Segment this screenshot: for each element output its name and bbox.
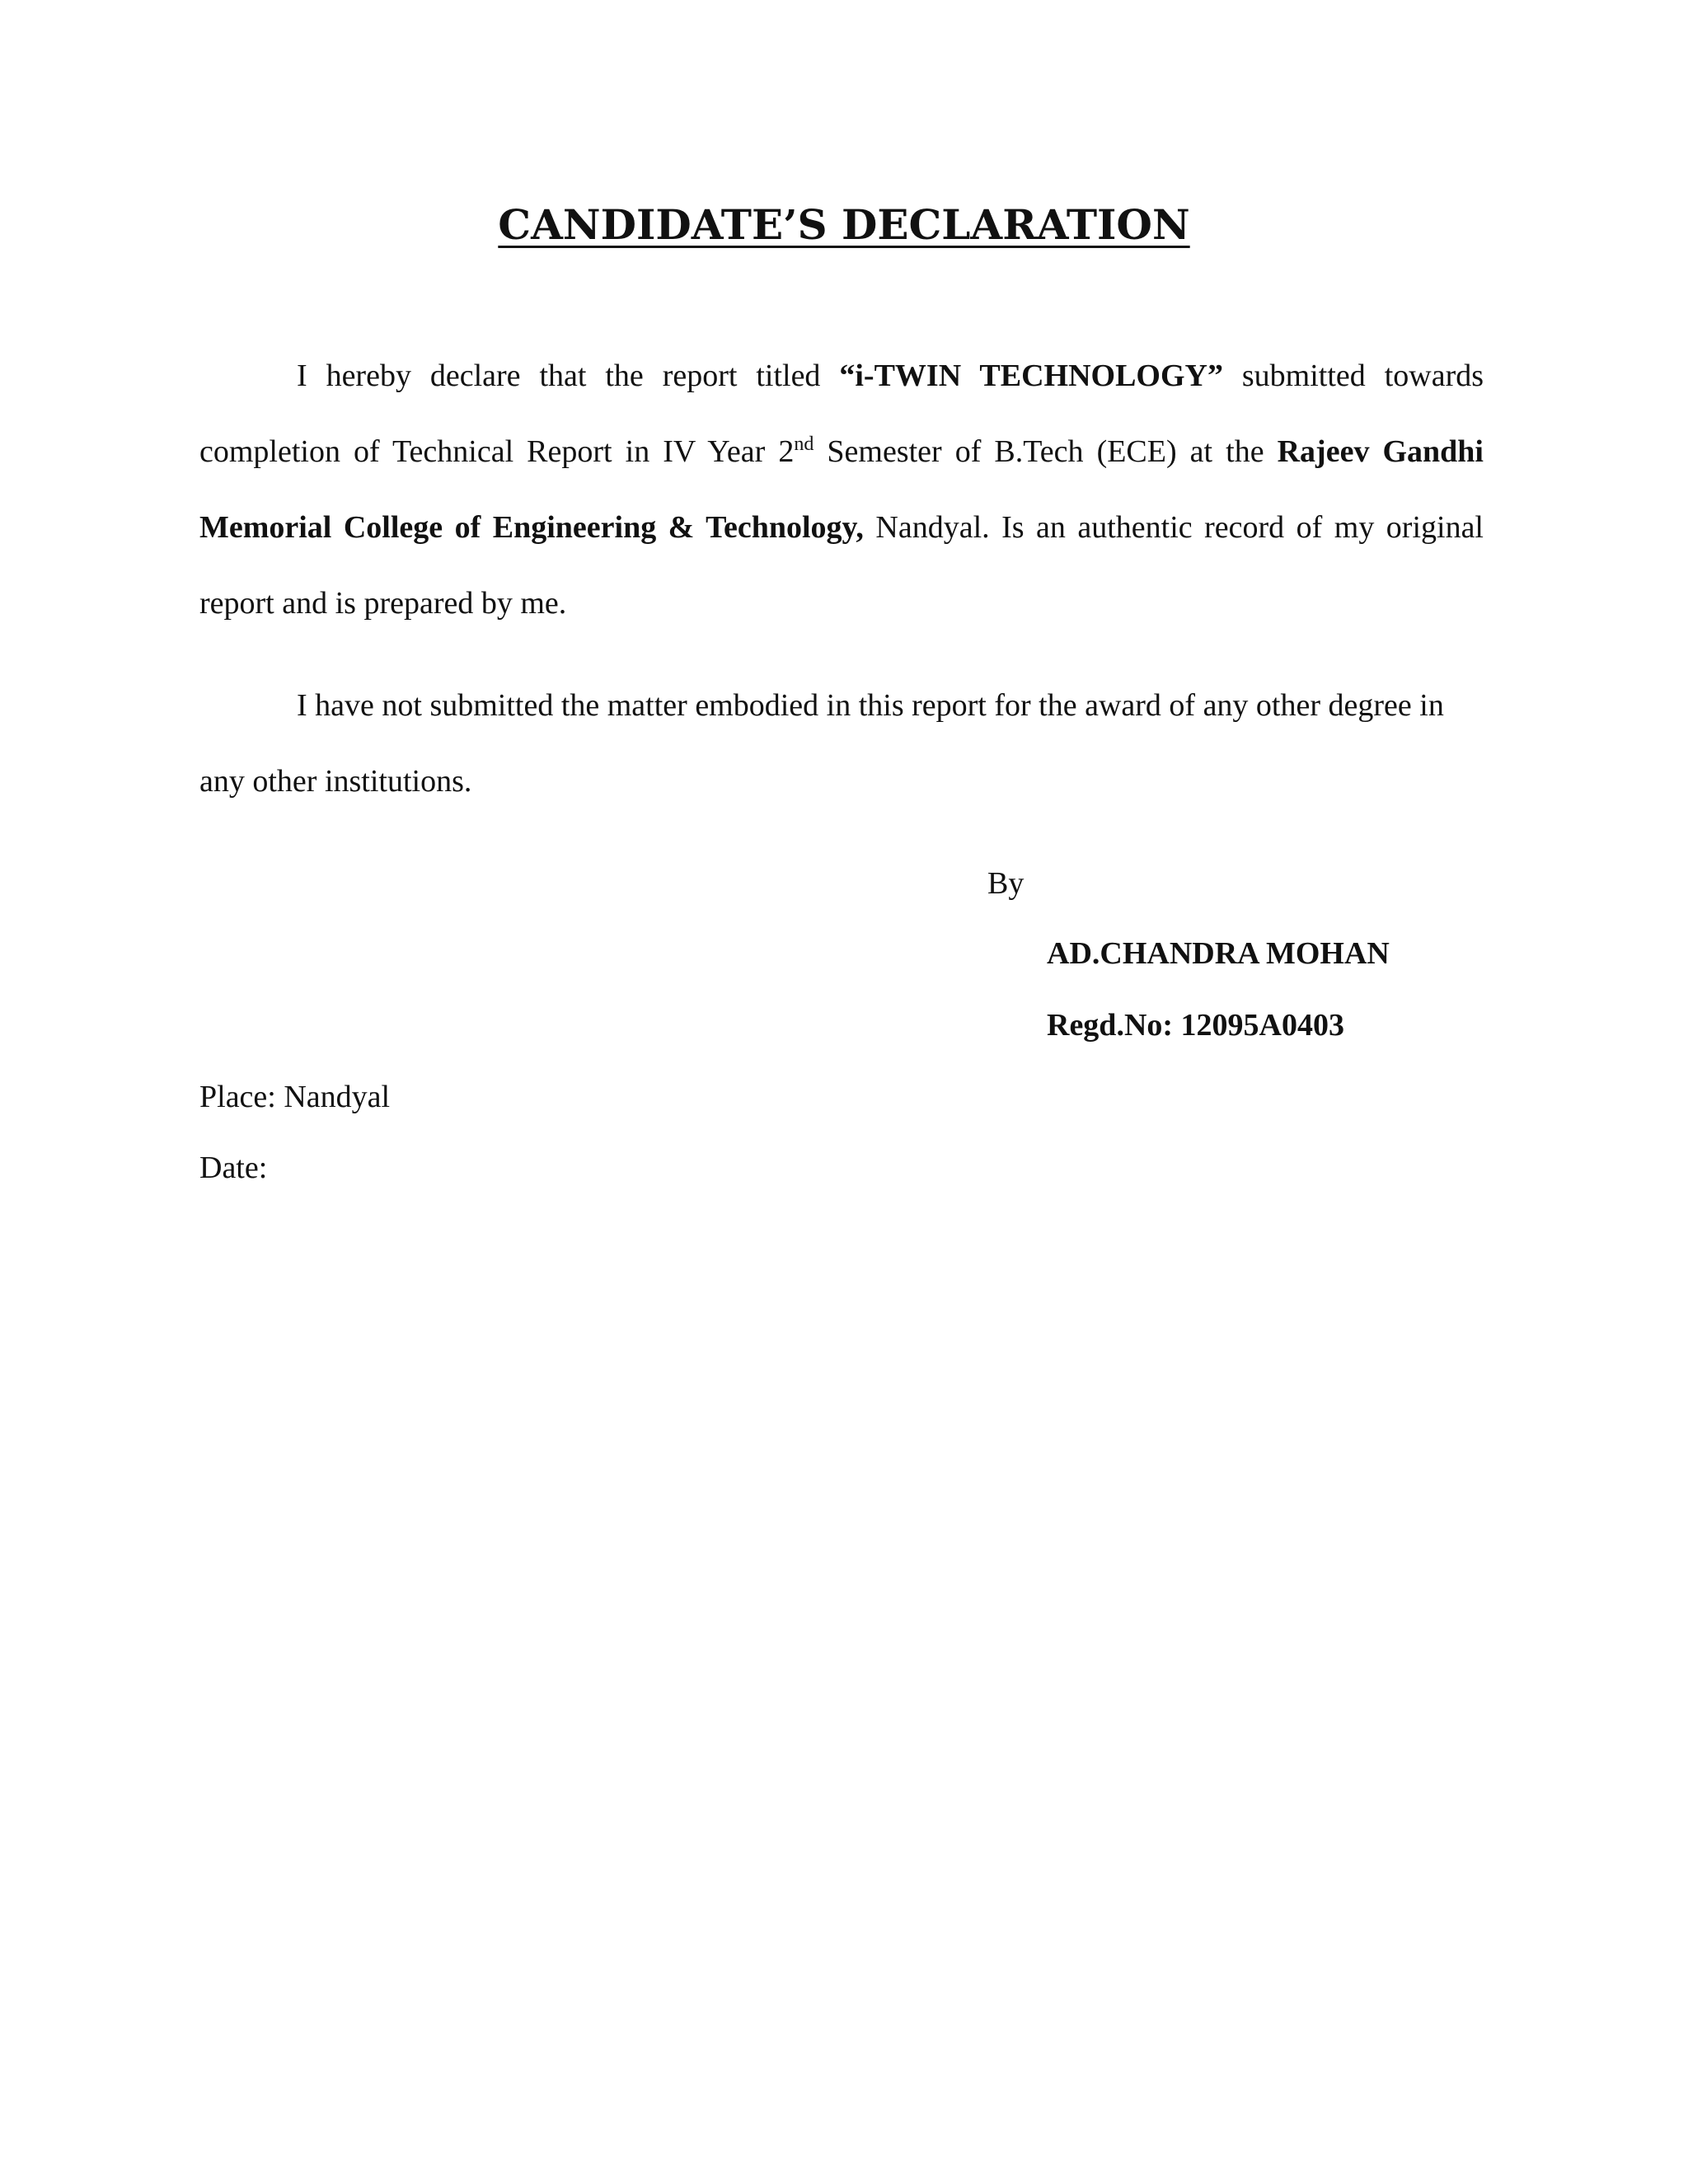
candidate-name: AD.CHANDRA MOHAN bbox=[1047, 936, 1390, 971]
page-title bbox=[0, 196, 1688, 254]
non-submission-paragraph bbox=[199, 668, 1469, 819]
declaration-heading: CANDIDATE’S DECLARATION bbox=[498, 200, 1190, 249]
date-line: Date: bbox=[199, 1151, 268, 1185]
paragraph-text: submitted towards completion of Technical Report in IV Year 2 bbox=[199, 359, 1484, 469]
paragraph-text: I hereby declare that the report titled bbox=[297, 359, 840, 393]
report-title: “i-TWIN TECHNOLOGY” bbox=[839, 359, 1223, 393]
paragraph-text: Semester of B.Tech (ECE) at the bbox=[814, 434, 1278, 469]
place-line: Place: Nandyal bbox=[199, 1080, 391, 1114]
ordinal-suffix: nd bbox=[794, 434, 814, 455]
signature-by: By bbox=[987, 866, 1025, 901]
paragraph-text: Nandyal. Is an authentic record of my original report and is prepared by me. bbox=[199, 510, 1484, 621]
declaration-paragraph bbox=[199, 338, 1484, 641]
registration-number: Regd.No: 12095A0403 bbox=[1047, 1008, 1344, 1043]
paragraph-text: I have not submitted the matter embodied in this report for the award of any other degree in any other institutions. bbox=[199, 688, 1444, 799]
college-name: Rajeev Gandhi Memorial College of Engineering & Technology, bbox=[199, 434, 1484, 545]
